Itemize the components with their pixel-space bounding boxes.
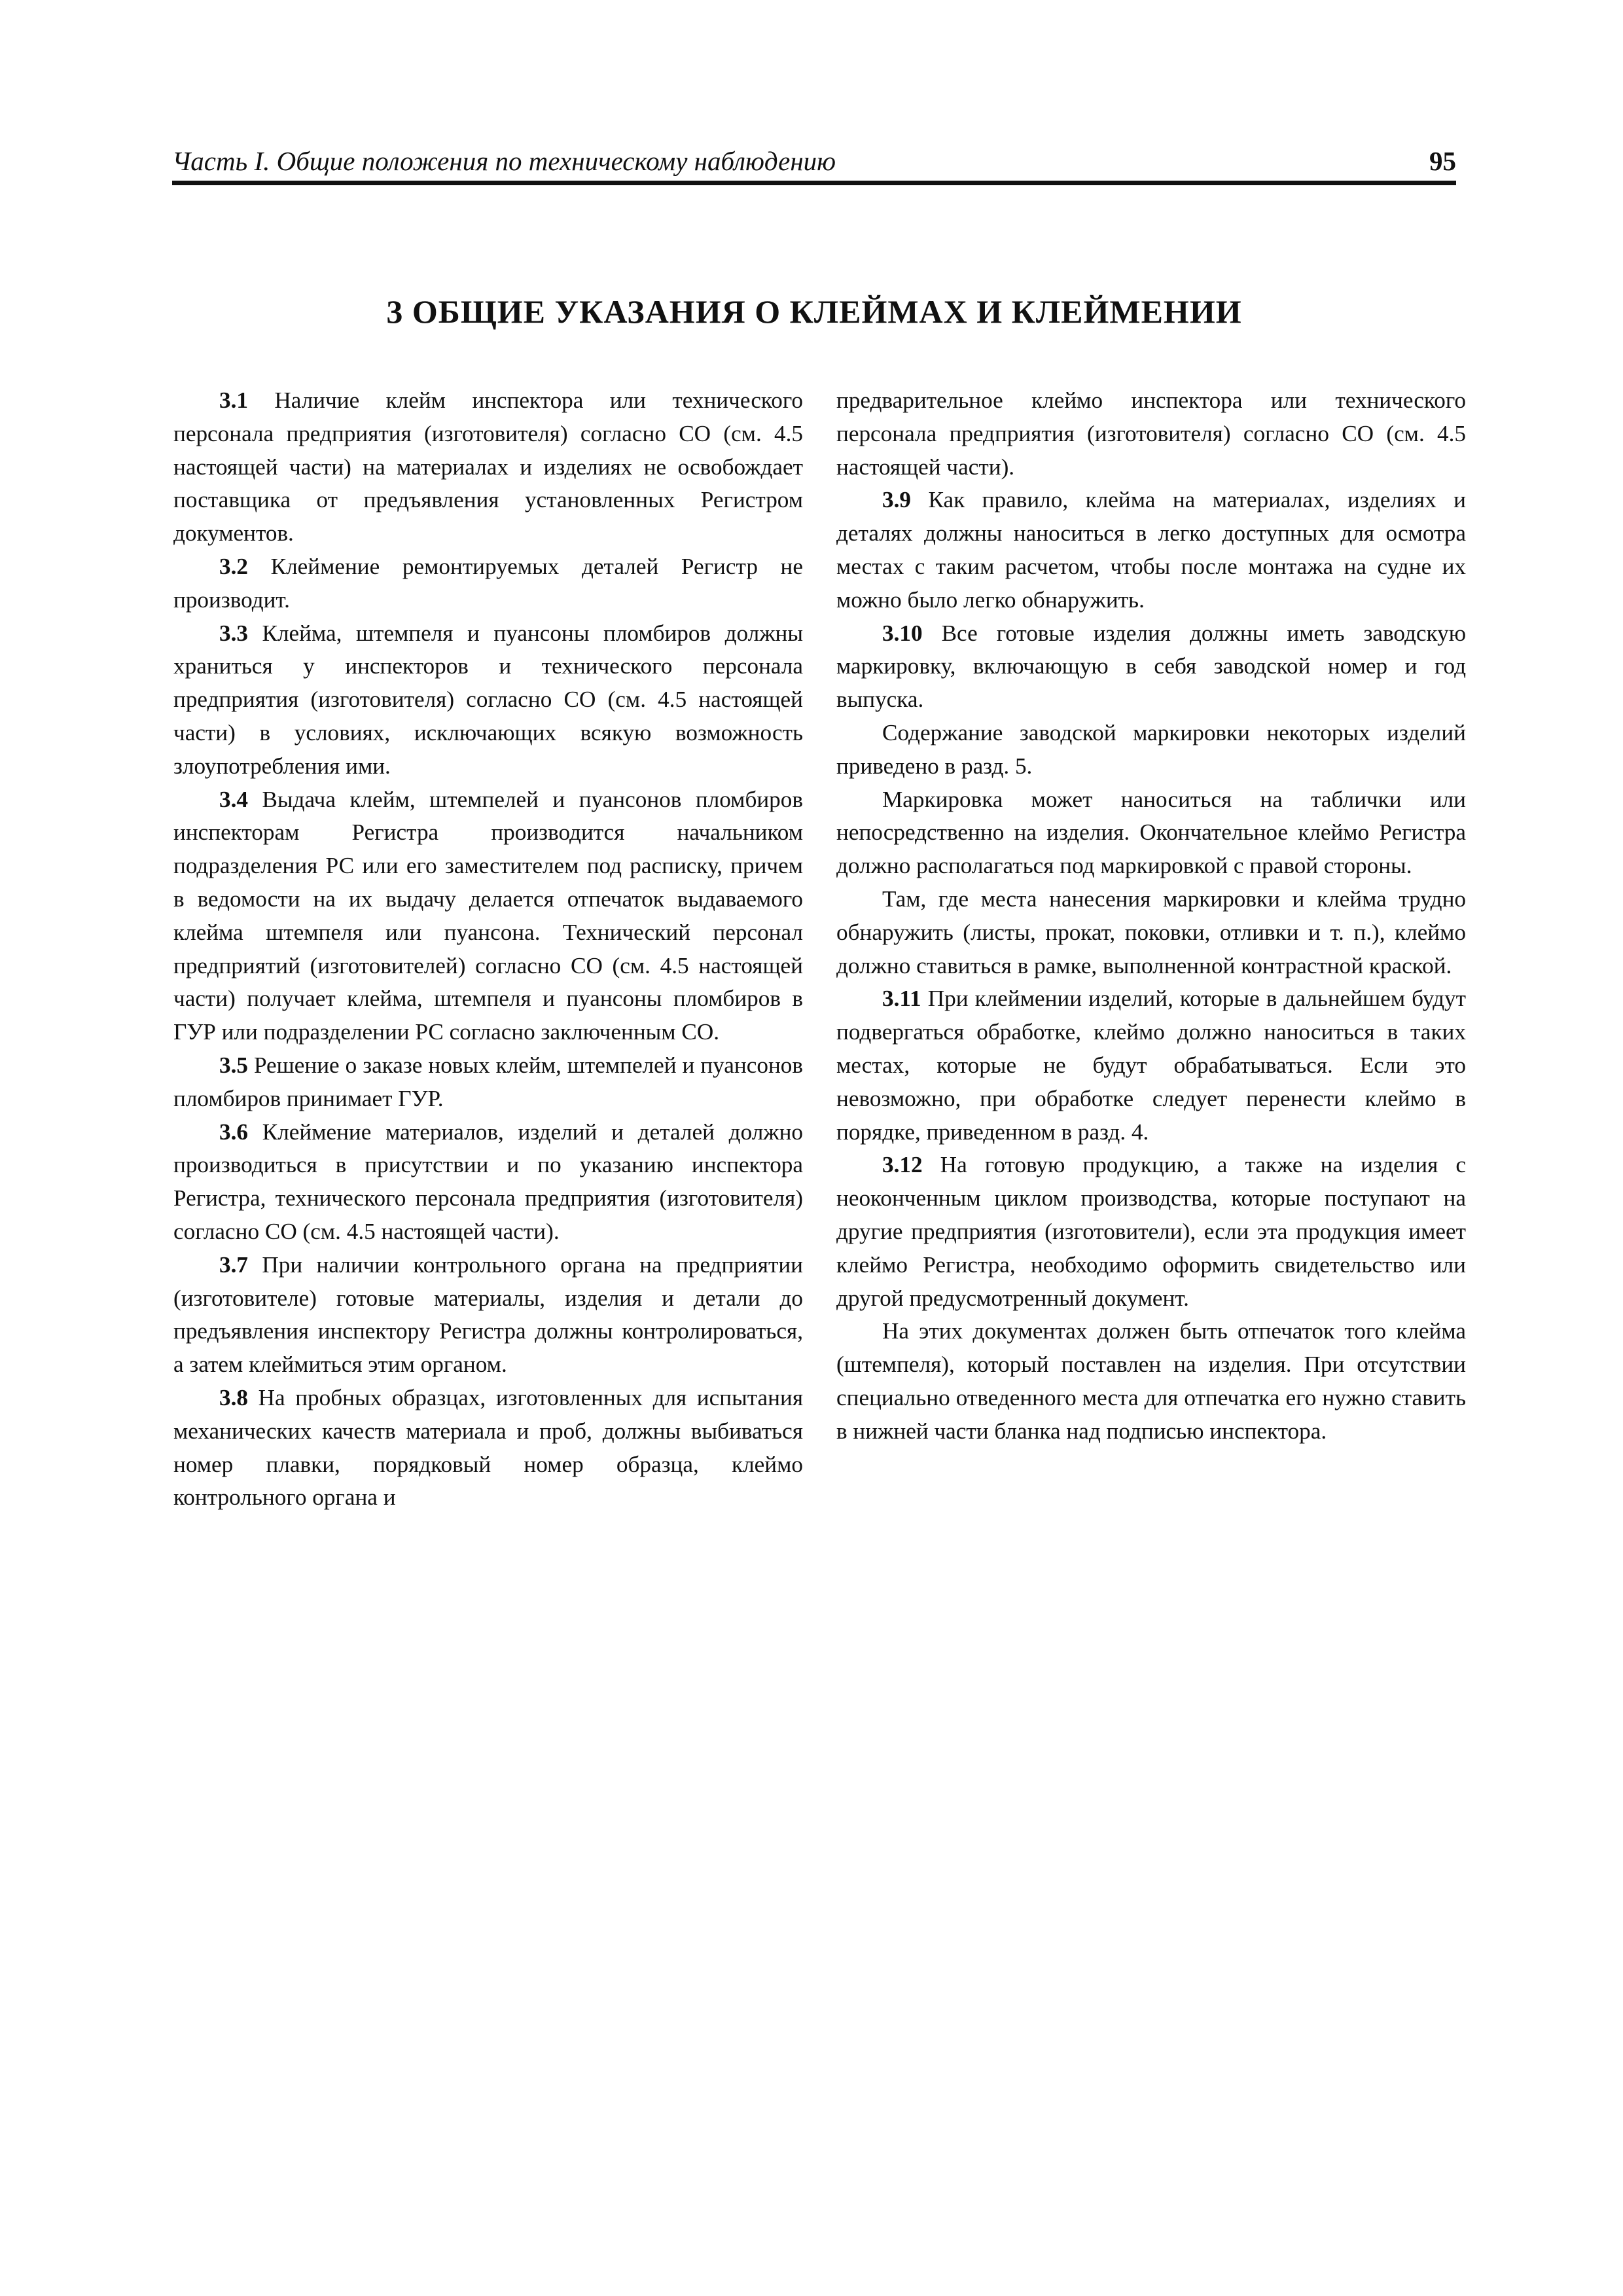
paragraph-text: Маркировка может наноситься на таблички или непосредственно на изделия. Окончательное клеймо Регистра должно располагаться под маркировкой с правой стороны. [836, 786, 1466, 879]
clause-number: 3.10 [882, 620, 923, 646]
paragraph [836, 484, 1466, 617]
paragraph-text: Наличие клейм инспектора или технического персонала предприятия (изготовителя) согласно СО (см. 4.5 настоящей части) на материалах и изделиях не освобождает поставщика от предъявления установленных Регистром документов. [173, 387, 803, 547]
paragraph-text: На этих документах должен быть отпечаток того клейма (штемпеля), который поставлен на изделия. При отсутствии специально отведенного места для отпечатка его нужно ставить в нижней части бланка над подписью инспектора. [836, 1318, 1466, 1444]
clause-number: 3.9 [882, 487, 911, 513]
paragraph-text: Как правило, клейма на материалах, изделиях и деталях должны наноситься в легко доступных для осмотра местах с таким расчетом, чтобы после монтажа на судне их можно было легко обнаружить. [836, 487, 1466, 613]
paragraph-text: Клеймение материалов, изделий и деталей должно производиться в присутствии и по указанию инспектора Регистра, технического персонала предприятия (изготовителя) согласно СО (см. 4.5 настоящей части). [173, 1119, 803, 1244]
paragraph-text: предварительное клеймо инспектора или технического персонала предприятия (изготовителя) согласно СО (см. 4.5 настоящей части). [836, 387, 1466, 480]
paragraph [836, 1149, 1466, 1315]
paragraph [173, 1049, 803, 1116]
clause-number: 3.4 [219, 786, 248, 812]
paragraph [173, 384, 803, 550]
paragraph [836, 982, 1466, 1149]
clause-number: 3.5 [219, 1052, 248, 1078]
paragraph-text: Клейма, штемпеля и пуансоны пломбиров должны храниться у инспекторов и технического персонала предприятия (изготовителя) согласно СО (см. 4.5 настоящей части) в условиях, исключающих всякую возможность злоупотребления ими. [173, 620, 803, 779]
running-header-title: Часть I. Общие положения по техническому наблюдению [172, 146, 836, 176]
clause-number: 3.2 [219, 553, 248, 579]
clause-number: 3.3 [219, 620, 248, 646]
running-header [172, 137, 1456, 185]
paragraph-text: Там, где места нанесения маркировки и клейма трудно обнаружить (листы, прокат, поковки, отливки и т. п.), клеймо должно ставиться в рамке, выполненной контрастной краской. [836, 886, 1466, 978]
paragraph [836, 883, 1466, 982]
paragraph [173, 1116, 803, 1249]
paragraph [173, 1382, 803, 1515]
paragraph-text: При наличии контрольного органа на предприятии (изготовителе) готовые материалы, изделия и детали до предъявления инспектору Регистра должны контролироваться, а затем клеймиться этим органом. [173, 1251, 803, 1378]
clause-number: 3.1 [219, 387, 248, 413]
paragraph-text: Содержание заводской маркировки некоторых изделий приведено в разд. 5. [836, 719, 1466, 779]
paragraph-text: Клеймение ремонтируемых деталей Регистр не производит. [173, 553, 803, 613]
clause-number: 3.11 [882, 986, 921, 1012]
clause-number: 3.6 [219, 1119, 248, 1145]
paragraph [173, 550, 803, 617]
paragraph [836, 1315, 1466, 1448]
paragraph-text: На пробных образцах, изготовленных для испытания механических качеств материала и проб, должны выбиваться номер плавки, порядковый номер образца, клеймо контрольного органа и [173, 1384, 803, 1511]
paragraph [173, 783, 803, 1049]
paragraph [836, 617, 1466, 717]
clause-number: 3.8 [219, 1384, 248, 1410]
paragraph-text: Все готовые изделия должны иметь заводскую маркировку, включающую в себя заводской номер и год выпуска. [836, 620, 1466, 713]
paragraph-text: При клеймении изделий, которые в дальнейшем будут подвергаться обработке, клеймо должно наноситься в таких местах, которые не будут обрабатываться. Если это невозможно, при обработке следует перенести клеймо в порядке, приведенном в разд. 4. [836, 986, 1466, 1145]
paragraph [836, 717, 1466, 783]
paragraph-continuation [836, 384, 1466, 484]
paragraph-text: Выдача клейм, штемпелей и пуансонов пломбиров инспекторам Регистра производится начальником подразделения РС или его заместителем под расписку, причем в ведомости на их выдачу делается отпечаток выдаваемого клейма штемпеля или пуансона. Технический персонал предприятий (изготовителей) согласно СО (см. 4.5 настоящей части) получает клейма, штемпеля и пуансоны пломбиров в ГУР или подразделении РС согласно заключенным СО. [173, 786, 803, 1045]
clause-number: 3.7 [219, 1251, 248, 1278]
section-title: 3 ОБЩИЕ УКАЗАНИЯ О КЛЕЙМАХ И КЛЕЙМЕНИИ [386, 293, 1242, 330]
paragraph [836, 783, 1466, 883]
paragraph [173, 617, 803, 783]
paragraph-text: Решение о заказе новых клейм, штемпелей и пуансонов пломбиров принимает ГУР. [173, 1052, 803, 1111]
left-column [173, 384, 803, 1515]
paragraph-text: На готовую продукцию, а также на изделия с неоконченным циклом производства, которые поступают на другие предприятия (изготовители), если эта продукция имеет клеймо Регистра, необходимо оформить свидетельство или другой предусмотренный документ. [836, 1152, 1466, 1311]
page-number: 95 [1429, 146, 1456, 176]
paragraph [173, 1249, 803, 1382]
right-column [836, 384, 1466, 1448]
clause-number: 3.12 [882, 1152, 923, 1178]
